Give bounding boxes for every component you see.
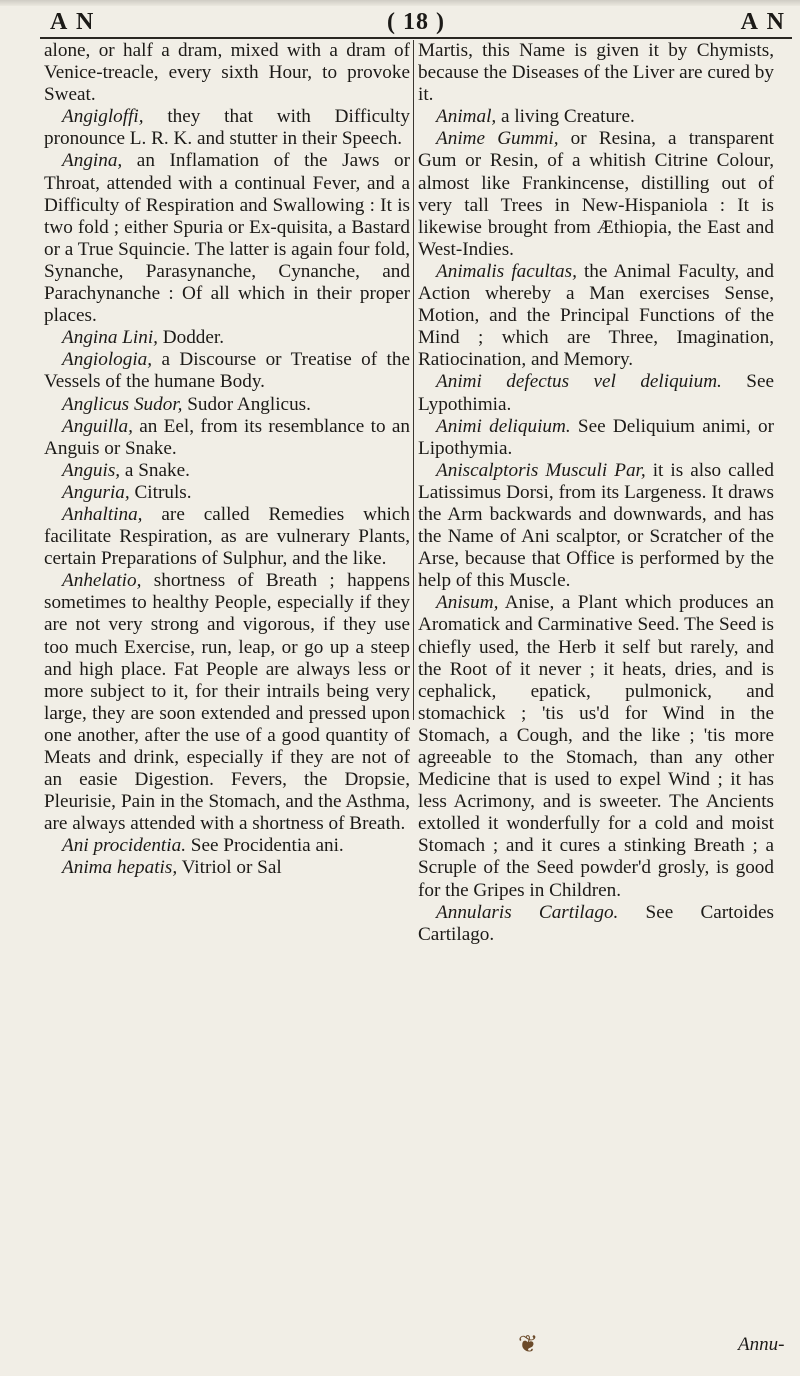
fleuron-ornament-icon: ❦: [518, 1332, 539, 1358]
header-left: A N: [50, 9, 96, 35]
entry-term: Anglicus Sudor,: [62, 393, 183, 415]
dictionary-entry: [44, 150, 410, 327]
entry-term: Anisum,: [436, 592, 499, 614]
entry-text: Citruls.: [129, 481, 192, 503]
entry-term: Angina Lini,: [62, 327, 158, 349]
entry-text: Martis, this Name is given it by Chymists, because the Diseases of the Liver are cured by it.: [418, 40, 774, 106]
dictionary-entry: [418, 40, 774, 106]
dictionary-entry: [44, 570, 410, 835]
dictionary-entry: [44, 327, 410, 349]
dictionary-entry: [418, 416, 774, 460]
entry-term: Animalis facultas,: [436, 260, 577, 282]
entry-text: Vitriol or Sal: [177, 857, 282, 879]
dictionary-entry: [44, 482, 410, 504]
entry-text: Sudor Anglicus.: [182, 393, 311, 415]
entry-text: a Discourse or Treatise of the Vessels of the humane Body.: [44, 349, 410, 393]
entry-term: Anguilla,: [62, 415, 133, 437]
entry-text: or Resina, a transparent Gum or Resin, of a whitish Citrine Colour, almost like Frankincense, distilling out of very tall Trees in New-Hispaniola : It is likewise brought from Æthiopia, the East and West-Indies.: [418, 128, 774, 260]
dictionary-entry: [44, 460, 410, 482]
dictionary-entry: [418, 128, 774, 261]
header-rule: [40, 37, 792, 39]
dictionary-entry: [44, 106, 410, 150]
dictionary-entry: [44, 40, 410, 106]
entry-text: a Snake.: [120, 459, 190, 481]
dictionary-entry: [44, 394, 410, 416]
dictionary-entry: [44, 504, 410, 570]
dictionary-entry: [418, 106, 774, 128]
entry-term: Animi deliquium.: [436, 415, 571, 437]
entry-term: Anhelatio,: [62, 570, 142, 592]
entry-text: are called Remedies which facilitate Respiration, as are vulnerary Plants, certain Preparations of Sulphur, and the like.: [44, 503, 410, 570]
entry-term: Angigloffi,: [62, 106, 144, 128]
entry-text: See Cartoides Cartilago.: [418, 901, 774, 945]
dictionary-entry: [44, 416, 410, 460]
entry-term: Ani procidentia.: [62, 835, 186, 857]
dictionary-entry: [418, 902, 774, 946]
entry-text: alone, or half a dram, mixed with a dram of Venice-treacle, every sixth Hour, to provoke Sweat.: [44, 40, 410, 106]
dictionary-entry: [418, 371, 774, 415]
entry-term: Anguis,: [62, 459, 121, 481]
dictionary-entry: [44, 857, 410, 879]
entry-text: the Animal Faculty, and Action whereby a Man exercises Sense, Motion, and the Principal Functions of the Mind ; which are Three, Imagination, Ratiocination, and Memory.: [418, 260, 774, 371]
entry-text: they that with Difficulty pronounce L. R. K. and stutter in their Speech.: [44, 106, 410, 150]
dictionary-entry: [418, 592, 774, 901]
entry-text: shortness of Breath ; happens sometimes to healthy People, especially if they are not very strong and vigorous, if they use too much Exercise, run, leap, or go up a steep and high place. Fat People are always less or more subject to it, for their intrails being very large, they are soon extended and pressed upon one another, after the use of a good quantity of Meats and drink, especially if they are not of an easie Digestion. Fevers, the Dropsie, Pleurisie, Pain in the Stomach, and the Asthma, are always attended with a shortness of Breath.: [44, 570, 410, 835]
dictionary-entry: [418, 460, 774, 593]
entry-text: Anise, a Plant which produces an Aromatick and Carminative Seed. The Seed is chiefly used, the Herb it self but rarely, and the Root of it never ; it heats, dries, and is cephalick, epatick, pulmonick, and stomachick ; 'tis us'd for Wind in the Stomach, a Cough, and the like ; 'tis more agreeable to the Stomach, than any other Medicine that is used to expel Wind ; it has less Acrimony, and is sweeter. The Ancients extolled it wonderfully for a cold and moist Stomach ; and it cures a stinking Breath ; a Scruple of the Seed powder'd grosly, is good for the Gripes in Children.: [418, 592, 774, 901]
entry-text: an Eel, from its resemblance to an Anguis or Snake.: [44, 415, 410, 459]
entry-term: Angina,: [62, 150, 123, 172]
entry-term: Angiologia,: [62, 349, 153, 371]
entry-text: See Lypothimia.: [418, 371, 774, 415]
entry-term: Annularis Cartilago.: [436, 901, 619, 923]
header-right: A N: [740, 9, 786, 35]
entry-term: Anguria,: [62, 481, 130, 503]
right-column: [418, 40, 774, 1360]
column-divider: [413, 40, 414, 720]
entry-term: Anima hepatis,: [62, 857, 178, 879]
left-column: [44, 40, 410, 1360]
entry-term: Animi defectus vel deliquium.: [436, 371, 722, 393]
entry-term: Aniscalptoris Musculi Par,: [436, 459, 646, 481]
catchword: Annu-: [738, 1334, 785, 1355]
entry-text: Dodder.: [157, 327, 225, 349]
dictionary-entry: [44, 349, 410, 393]
entry-text: See Deliquium animi, or Lipothymia.: [418, 415, 774, 459]
entry-term: Anhaltina,: [62, 503, 143, 525]
entry-text: a living Creature.: [496, 106, 635, 128]
page-number: ( 18 ): [387, 9, 445, 35]
entry-text: it is also called Latissimus Dorsi, from its Largeness. It draws the Arm backwards and downwards, and has the Name of Ani scalptor, or Scratcher of the Arse, because that Office is performed by the help of this Muscle.: [418, 459, 774, 592]
entry-term: Anime Gummi,: [436, 128, 559, 150]
entry-text: an Inflamation of the Jaws or Throat, attended with a continual Fever, and a Difficulty of Respiration and Swallowing : It is two fold ; either Spuria or Ex-quisita, a Bastard or a True Squincie. The latter is again four fold, Synanche, Parasynanche, Cynanche, and Parachynanche : Of all which in their proper places.: [44, 150, 410, 327]
entry-text: See Procidentia ani.: [186, 835, 344, 857]
dictionary-entry: [418, 261, 774, 371]
running-header: [40, 6, 800, 36]
entry-term: Animal,: [436, 106, 497, 128]
dictionary-entry: [44, 835, 410, 857]
